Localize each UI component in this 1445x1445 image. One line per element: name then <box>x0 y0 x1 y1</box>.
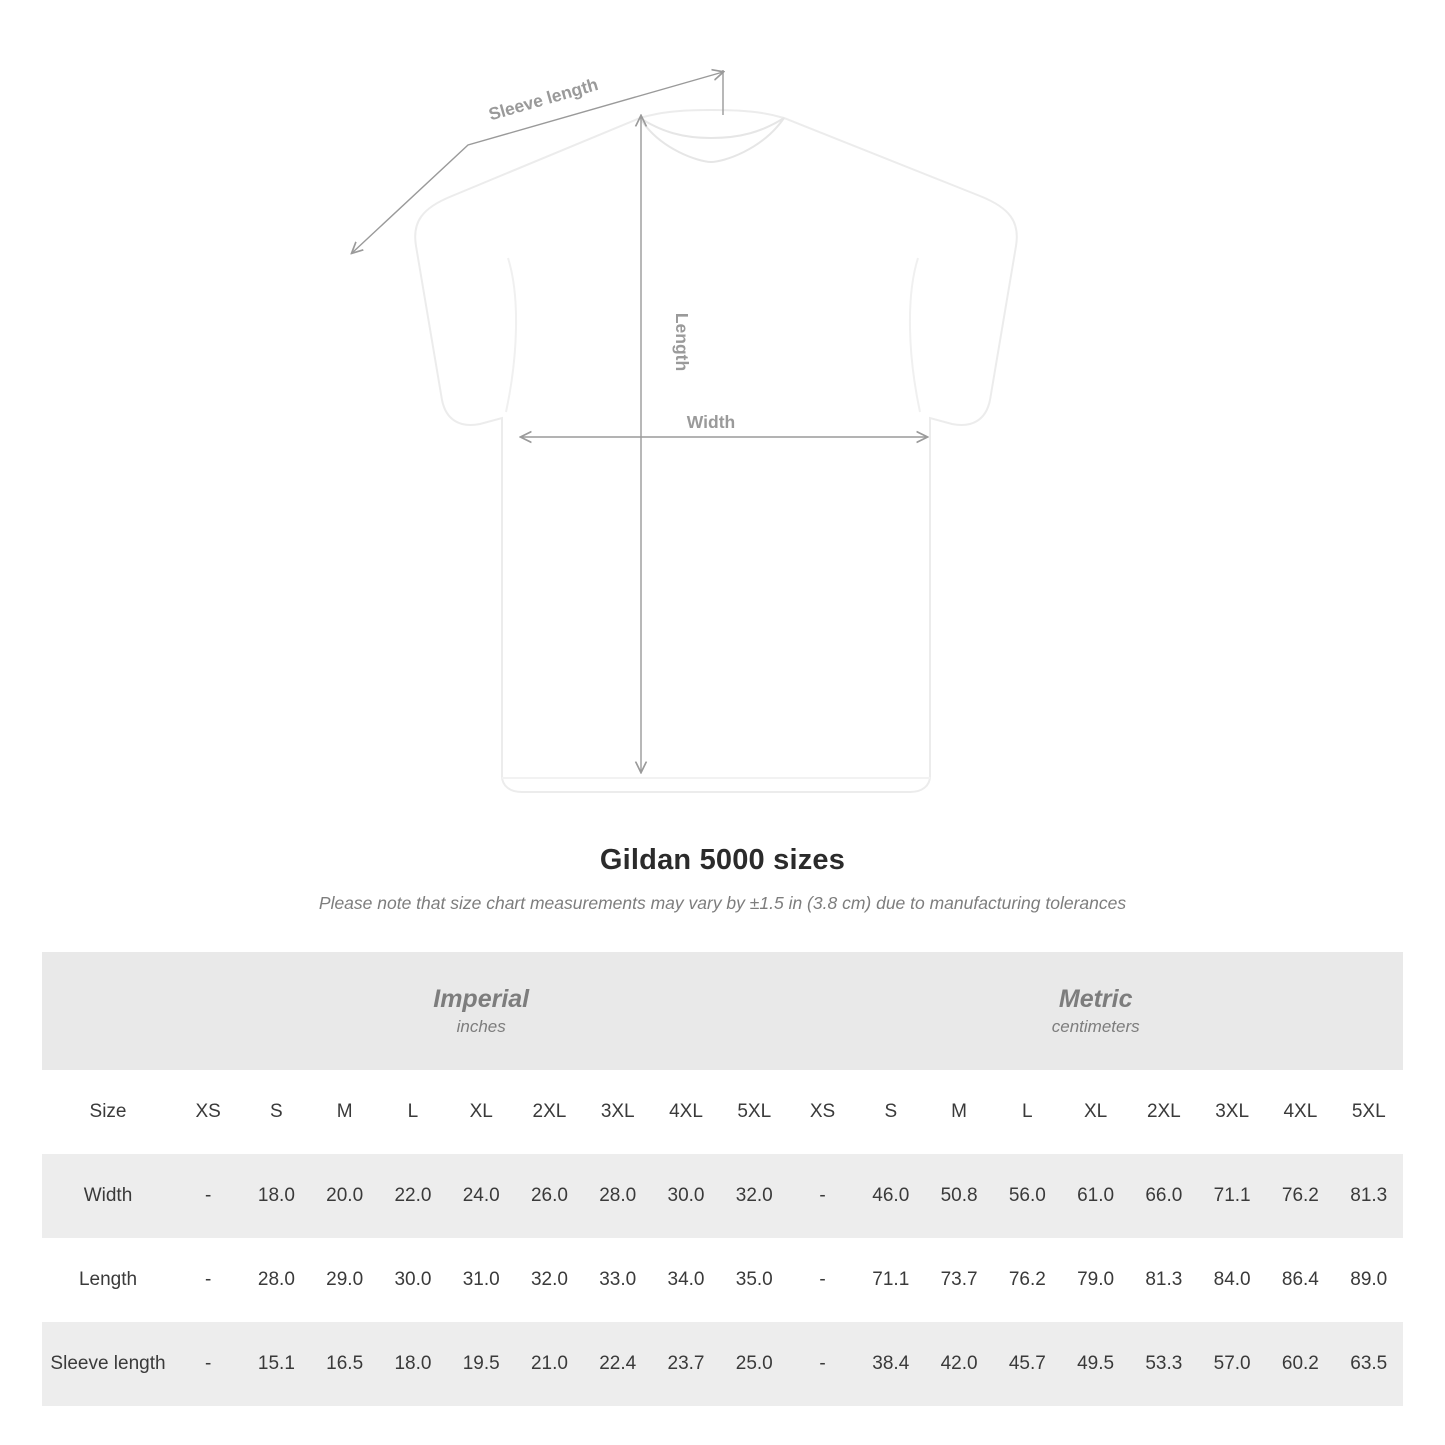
cell-width-in-xl: 24.0 <box>447 1154 515 1238</box>
size-header-metric-3xl: 3XL <box>1198 1070 1266 1154</box>
cell-sleeve-cm-5xl: 63.5 <box>1335 1322 1403 1406</box>
cell-length-cm-3xl: 84.0 <box>1198 1238 1266 1322</box>
tshirt-shape <box>415 110 1017 792</box>
cell-sleeve-cm-xl: 49.5 <box>1061 1322 1129 1406</box>
cell-length-cm-l: 76.2 <box>993 1238 1061 1322</box>
cell-sleeve-cm-3xl: 57.0 <box>1198 1322 1266 1406</box>
cell-length-in-xl: 31.0 <box>447 1238 515 1322</box>
cell-sleeve-in-4xl: 23.7 <box>652 1322 720 1406</box>
size-header-row <box>42 1070 1403 1154</box>
row-label-length: Length <box>42 1238 174 1322</box>
cell-width-in-5xl: 32.0 <box>720 1154 788 1238</box>
size-header-imperial-4xl: 4XL <box>652 1070 720 1154</box>
size-header-imperial-2xl: 2XL <box>515 1070 583 1154</box>
table-row-width <box>42 1154 1403 1238</box>
length-label: Length <box>672 312 692 372</box>
cell-sleeve-in-s: 15.1 <box>242 1322 310 1406</box>
cell-width-in-s: 18.0 <box>242 1154 310 1238</box>
table-row-sleeve-length <box>42 1322 1403 1406</box>
size-header-metric-xl: XL <box>1061 1070 1129 1154</box>
cell-sleeve-cm-l: 45.7 <box>993 1322 1061 1406</box>
size-table <box>42 952 1403 1406</box>
cell-width-cm-5xl: 81.3 <box>1335 1154 1403 1238</box>
cell-length-cm-4xl: 86.4 <box>1266 1238 1334 1322</box>
cell-sleeve-in-xs: - <box>174 1322 242 1406</box>
unit-name-metric: Metric <box>1058 985 1133 1014</box>
cell-sleeve-in-3xl: 22.4 <box>584 1322 652 1406</box>
unit-header-corner <box>42 952 174 1070</box>
size-header-imperial-m: M <box>311 1070 379 1154</box>
cell-sleeve-in-xl: 19.5 <box>447 1322 515 1406</box>
cell-width-cm-4xl: 76.2 <box>1266 1154 1334 1238</box>
cell-length-in-3xl: 33.0 <box>584 1238 652 1322</box>
unit-sub-metric: centimeters <box>1051 1016 1140 1036</box>
cell-width-cm-m: 50.8 <box>925 1154 993 1238</box>
cell-width-in-m: 20.0 <box>311 1154 379 1238</box>
cell-width-cm-3xl: 71.1 <box>1198 1154 1266 1238</box>
cell-sleeve-cm-s: 38.4 <box>857 1322 925 1406</box>
cell-sleeve-in-5xl: 25.0 <box>720 1322 788 1406</box>
size-header-imperial-5xl: 5XL <box>720 1070 788 1154</box>
cell-width-in-xs: - <box>174 1154 242 1238</box>
cell-length-in-4xl: 34.0 <box>652 1238 720 1322</box>
unit-header-metric <box>788 952 1403 1070</box>
size-header-metric-5xl: 5XL <box>1335 1070 1403 1154</box>
width-label: Width <box>686 412 736 432</box>
cell-width-in-l: 22.0 <box>379 1154 447 1238</box>
cell-sleeve-cm-2xl: 53.3 <box>1130 1322 1198 1406</box>
size-header-label: Size <box>42 1070 174 1154</box>
cell-length-in-xs: - <box>174 1238 242 1322</box>
unit-header-row <box>42 952 1403 1070</box>
cell-sleeve-cm-4xl: 60.2 <box>1266 1322 1334 1406</box>
cell-length-in-5xl: 35.0 <box>720 1238 788 1322</box>
cell-length-in-2xl: 32.0 <box>515 1238 583 1322</box>
size-header-imperial-3xl: 3XL <box>584 1070 652 1154</box>
size-header-metric-m: M <box>925 1070 993 1154</box>
cell-sleeve-in-l: 18.0 <box>379 1322 447 1406</box>
size-header-imperial-l: L <box>379 1070 447 1154</box>
cell-length-cm-2xl: 81.3 <box>1130 1238 1198 1322</box>
cell-width-cm-2xl: 66.0 <box>1130 1154 1198 1238</box>
row-label-sleeve-length: Sleeve length <box>42 1322 174 1406</box>
sleeve-length-label: Sleeve length <box>486 74 601 125</box>
unit-header-imperial <box>174 952 788 1070</box>
cell-width-cm-s: 46.0 <box>857 1154 925 1238</box>
cell-width-in-4xl: 30.0 <box>652 1154 720 1238</box>
cell-width-cm-xl: 61.0 <box>1061 1154 1129 1238</box>
cell-length-cm-m: 73.7 <box>925 1238 993 1322</box>
unit-sub-imperial: inches <box>456 1016 506 1036</box>
cell-length-in-s: 28.0 <box>242 1238 310 1322</box>
size-header-imperial-xl: XL <box>447 1070 515 1154</box>
tolerance-note: Please note that size chart measurements may vary by ±1.5 in (3.8 cm) due to manufacturing tolerances <box>318 893 1127 913</box>
cell-width-in-3xl: 28.0 <box>584 1154 652 1238</box>
cell-sleeve-in-2xl: 21.0 <box>515 1322 583 1406</box>
cell-length-cm-xl: 79.0 <box>1061 1238 1129 1322</box>
cell-length-in-l: 30.0 <box>379 1238 447 1322</box>
cell-sleeve-cm-m: 42.0 <box>925 1322 993 1406</box>
cell-length-cm-s: 71.1 <box>857 1238 925 1322</box>
size-header-metric-xs: XS <box>788 1070 856 1154</box>
size-table-wrapper <box>42 952 1403 1406</box>
size-header-metric-l: L <box>993 1070 1061 1154</box>
cell-width-cm-xs: - <box>788 1154 856 1238</box>
cell-length-in-m: 29.0 <box>311 1238 379 1322</box>
size-header-metric-2xl: 2XL <box>1130 1070 1198 1154</box>
size-header-imperial-s: S <box>242 1070 310 1154</box>
cell-length-cm-xs: - <box>788 1238 856 1322</box>
cell-sleeve-in-m: 16.5 <box>311 1322 379 1406</box>
cell-width-cm-l: 56.0 <box>993 1154 1061 1238</box>
size-header-metric-4xl: 4XL <box>1266 1070 1334 1154</box>
cell-width-in-2xl: 26.0 <box>515 1154 583 1238</box>
table-row-length <box>42 1238 1403 1322</box>
page-title: Gildan 5000 sizes <box>599 844 846 876</box>
size-header-metric-s: S <box>857 1070 925 1154</box>
cell-sleeve-cm-xs: - <box>788 1322 856 1406</box>
cell-length-cm-5xl: 89.0 <box>1335 1238 1403 1322</box>
unit-name-imperial: Imperial <box>433 985 530 1014</box>
size-header-imperial-xs: XS <box>174 1070 242 1154</box>
row-label-width: Width <box>42 1154 174 1238</box>
